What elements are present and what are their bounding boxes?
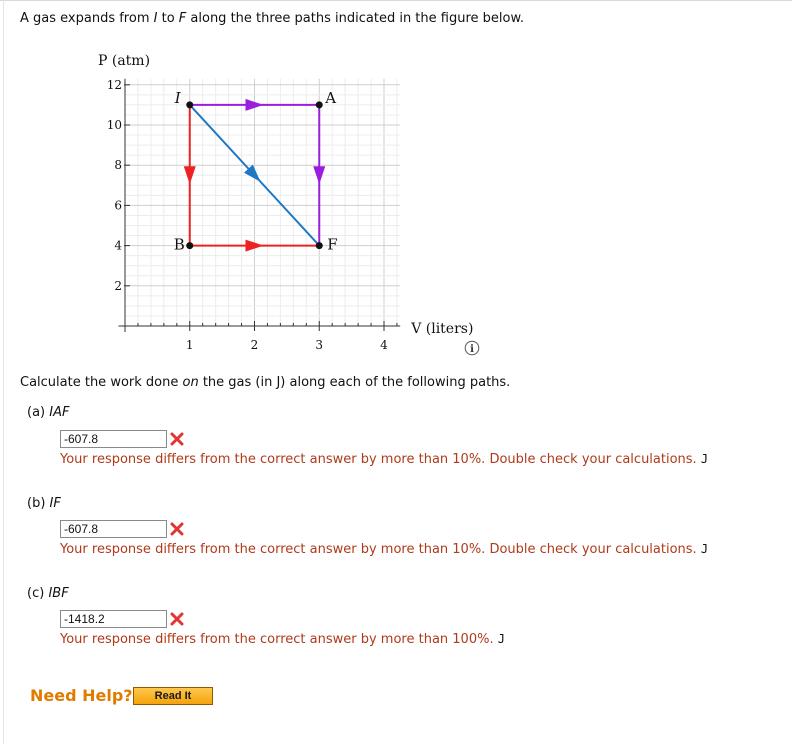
need-help-label: Need Help?: [30, 686, 133, 705]
y-tick-label: 2: [114, 278, 122, 293]
incorrect-x-icon: [170, 612, 184, 626]
state-label-f: F: [327, 235, 338, 254]
read-it-button[interactable]: Read It: [133, 687, 213, 705]
incorrect-x-icon: [170, 522, 184, 536]
y-tick-label: 12: [106, 77, 122, 92]
pv-diagram: [70, 40, 490, 355]
y-tick-label: 8: [114, 158, 122, 173]
y-tick-label: 10: [106, 118, 122, 132]
state-point-b: [186, 242, 193, 249]
x-axis-title: V (liters): [411, 321, 474, 337]
x-tick-label: 2: [250, 338, 259, 352]
state-point-a: [316, 101, 323, 108]
part-c-feedback: Your response differs from the correct answer by more than 100%. J: [60, 632, 505, 647]
left-border: [3, 0, 4, 744]
info-icon[interactable]: [464, 340, 480, 356]
state-label-a: A: [325, 88, 337, 107]
part-c-label: (c) IBF: [27, 586, 69, 601]
part-a-feedback: Your response differs from the correct answer by more than 10%. Double check your calculations. J: [60, 452, 709, 467]
plot-labels: [98, 53, 473, 352]
top-border: [0, 0, 792, 1]
part-a-input[interactable]: -607.8: [60, 430, 167, 448]
svg-text:i: i: [470, 344, 474, 355]
x-tick-label: 1: [185, 338, 194, 352]
part-b-input[interactable]: -607.8: [60, 520, 167, 538]
incorrect-x-icon: [170, 432, 184, 446]
state-point-i: [186, 101, 193, 108]
part-a-label: (a) IAF: [27, 405, 70, 420]
work-question: Calculate the work done on the gas (in J) along each of the following paths.: [20, 375, 511, 390]
problem-intro: A gas expands from I to F along the three paths indicated in the figure below.: [20, 11, 525, 26]
x-tick-label: 4: [380, 338, 388, 352]
part-b-label: (b) IF: [27, 496, 61, 511]
y-axis-title: P (atm): [98, 52, 151, 69]
part-b-feedback: Your response differs from the correct answer by more than 10%. Double check your calculations. J: [60, 542, 709, 557]
state-label-b: B: [173, 235, 185, 254]
state-label-i: I: [174, 88, 181, 107]
y-tick-label: 6: [114, 198, 122, 213]
x-tick-label: 3: [315, 338, 324, 352]
state-point-f: [316, 242, 323, 249]
part-c-input[interactable]: -1418.2: [60, 610, 167, 628]
plot-grid: [125, 79, 400, 326]
y-tick-label: 4: [114, 238, 122, 253]
